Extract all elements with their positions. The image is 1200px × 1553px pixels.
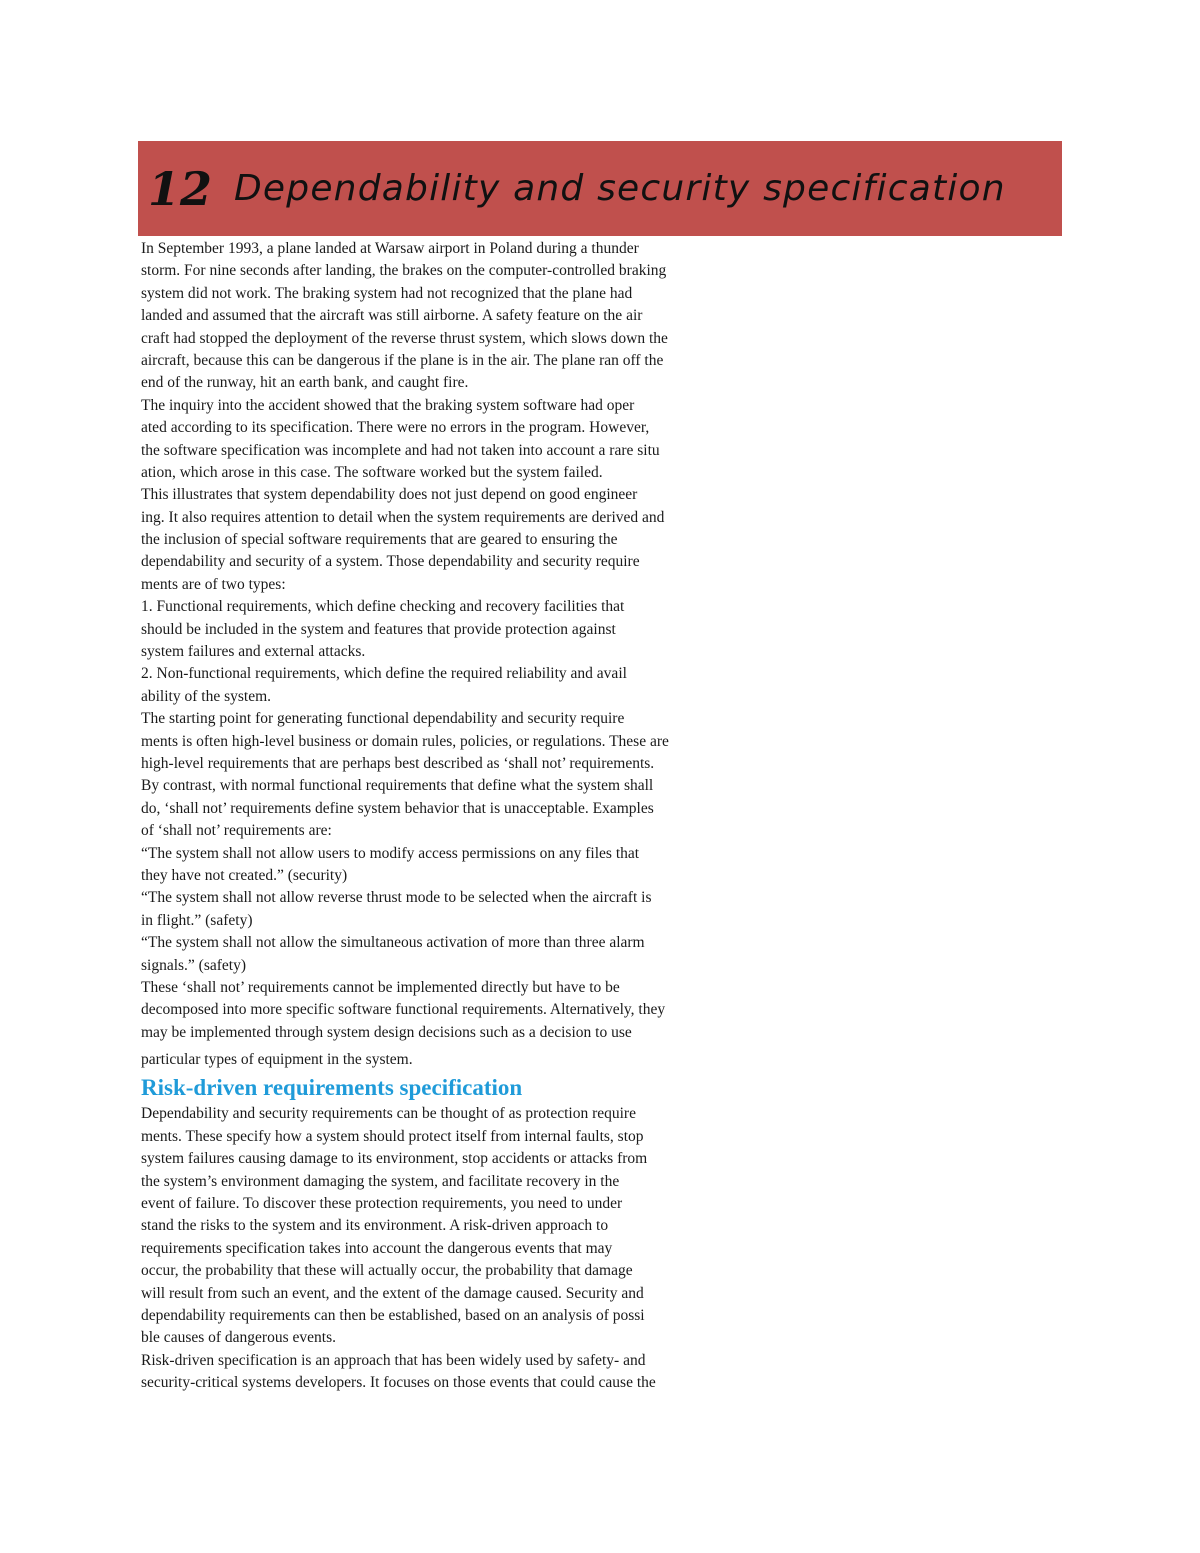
text-line: storm. For nine seconds after landing, the brakes on the computer-controlled braking — [141, 262, 667, 280]
text-line: 2. Non-functional requirements, which define the required reliability and avail — [141, 665, 627, 683]
text-line: ments. These specify how a system should protect itself from internal faults, stop — [141, 1127, 644, 1145]
text-line: The starting point for generating functional dependability and security require — [141, 710, 625, 728]
text-line: This illustrates that system dependability does not just depend on good engineer — [141, 486, 638, 504]
text-line: signals.” (safety) — [141, 956, 247, 974]
text-line: system failures causing damage to its environment, stop accidents or attacks from — [141, 1150, 648, 1168]
text-line: landed and assumed that the aircraft was still airborne. A safety feature on the air — [141, 307, 643, 325]
text-line: may be implemented through system design decisions such as a decision to use — [141, 1023, 632, 1041]
chapter-title: Dependability and security specification — [234, 167, 1006, 209]
text-line: decomposed into more specific software functional requirements. Alternatively, they — [141, 1001, 666, 1019]
text-line: of ‘shall not’ requirements are: — [141, 822, 332, 840]
text-line: security-critical systems developers. It focuses on those events that could cause the — [141, 1374, 656, 1392]
text-line: The inquiry into the accident showed that the braking system software had oper — [141, 396, 635, 414]
chapter-banner — [138, 141, 1062, 236]
text-line: By contrast, with normal functional requirements that define what the system shall — [141, 777, 654, 795]
text-line: requirements specification takes into account the dangerous events that may — [141, 1239, 613, 1257]
text-line: Dependability and security requirements can be thought of as protection require — [141, 1105, 636, 1123]
body-text — [141, 238, 821, 1395]
section-heading: Risk-driven requirements specification — [141, 1075, 523, 1101]
text-line: “The system shall not allow reverse thrust mode to be selected when the aircraft is — [141, 889, 652, 907]
text-line: ing. It also requires attention to detail when the system requirements are derived and — [141, 508, 665, 526]
text-line: ability of the system. — [141, 687, 272, 705]
text-line: will result from such an event, and the extent of the damage caused. Security and — [141, 1284, 644, 1302]
intro-text — [141, 238, 821, 1071]
text-line: should be included in the system and features that provide protection against — [141, 620, 616, 638]
text-line: do, ‘shall not’ requirements define system behavior that is unacceptable. Examples — [141, 799, 654, 817]
text-line: ble causes of dangerous events. — [141, 1329, 336, 1347]
text-line: system failures and external attacks. — [141, 643, 366, 661]
text-line: aircraft, because this can be dangerous if the plane is in the air. The plane ran off the — [141, 351, 664, 369]
text-line: the software specification was incomplete and had not taken into account a rare situ — [141, 441, 660, 459]
text-line: craft had stopped the deployment of the reverse thrust system, which slows down the — [141, 329, 668, 347]
text-line: ated according to its specification. There were no errors in the program. However, — [141, 419, 650, 437]
text-line: ments is often high-level business or domain rules, policies, or regulations. These are — [141, 732, 669, 750]
text-line: These ‘shall not’ requirements cannot be implemented directly but have to be — [141, 978, 620, 996]
text-line: dependability and security of a system. Those dependability and security require — [141, 553, 640, 571]
text-line: event of failure. To discover these protection requirements, you need to under — [141, 1195, 623, 1213]
text-line: 1. Functional requirements, which define checking and recovery facilities that — [141, 598, 625, 616]
text-line: high-level requirements that are perhaps best described as ‘shall not’ requirements. — [141, 754, 655, 772]
text-line: system did not work. The braking system had not recognized that the plane had — [141, 284, 633, 302]
text-line: “The system shall not allow the simultaneous activation of more than three alarm — [141, 934, 645, 952]
text-line: they have not created.” (security) — [141, 866, 348, 884]
text-line: end of the runway, hit an earth bank, and caught fire. — [141, 374, 469, 392]
text-line: ments are of two types: — [141, 575, 286, 593]
text-line: Risk-driven specification is an approach that has been widely used by safety- and — [141, 1351, 646, 1369]
text-line: the inclusion of special software requirements that are geared to ensuring the — [141, 531, 618, 549]
text-line: ation, which arose in this case. The software worked but the system failed. — [141, 463, 603, 481]
text-line: occur, the probability that these will actually occur, the probability that damage — [141, 1262, 633, 1280]
text-line: particular types of equipment in the system. — [141, 1051, 413, 1069]
section-text — [141, 1103, 821, 1394]
text-line: dependability requirements can then be established, based on an analysis of possi — [141, 1306, 645, 1324]
chapter-number: 12 — [148, 161, 213, 216]
text-line: stand the risks to the system and its environment. A risk-driven approach to — [141, 1217, 609, 1235]
text-line: In September 1993, a plane landed at Warsaw airport in Poland during a thunder — [141, 240, 639, 257]
text-line: “The system shall not allow users to modify access permissions on any files that — [141, 844, 640, 862]
text-line: the system’s environment damaging the system, and facilitate recovery in the — [141, 1172, 620, 1190]
text-line: in flight.” (safety) — [141, 911, 253, 929]
